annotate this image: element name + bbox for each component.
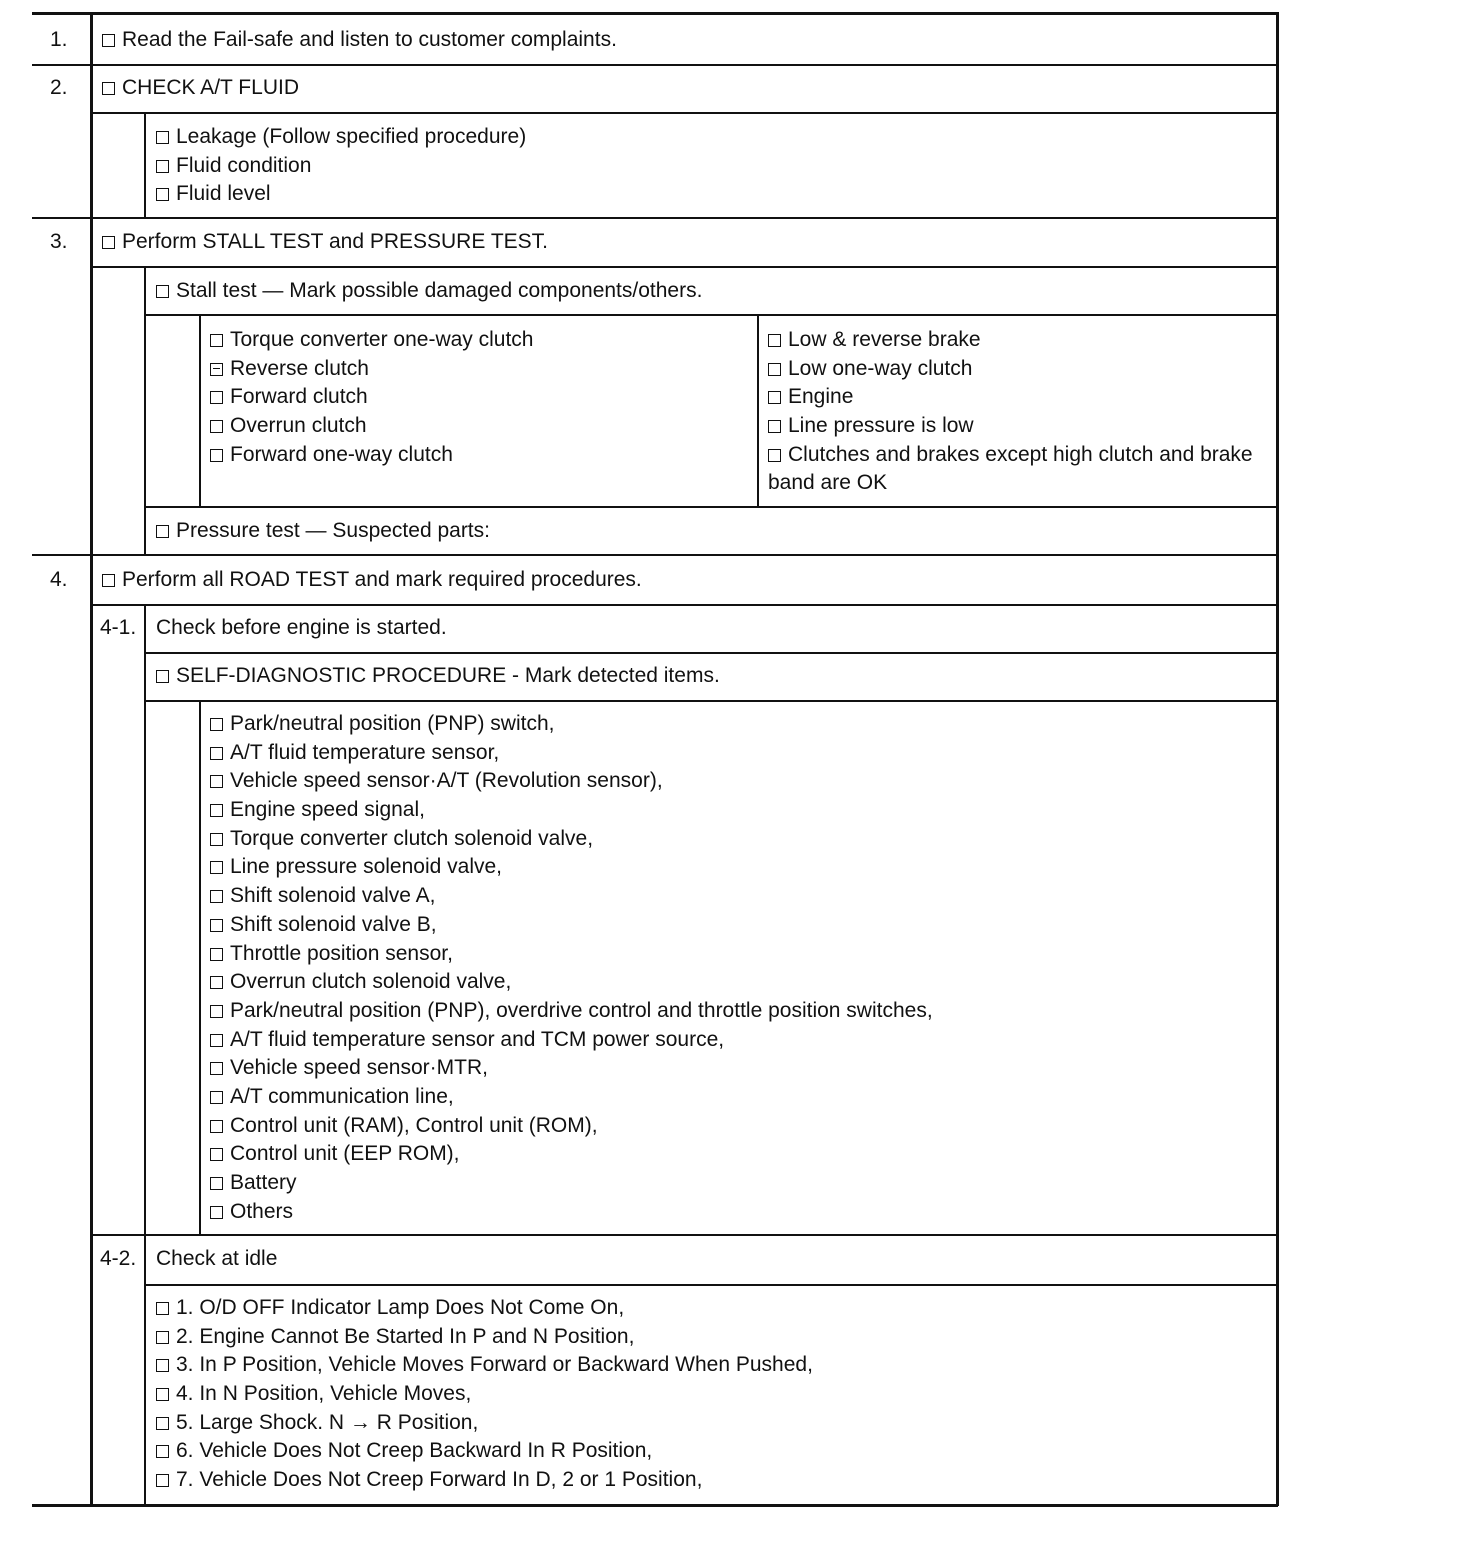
list-item[interactable]: 1. O/D OFF Indicator Lamp Does Not Come On, (156, 1294, 813, 1323)
checkbox[interactable] (156, 525, 169, 538)
list-item[interactable]: 2. Engine Cannot Be Started In P and N Position, (156, 1323, 813, 1352)
list-item[interactable]: Reverse clutch (210, 355, 534, 384)
checkbox[interactable] (102, 574, 115, 587)
rule (146, 1284, 1278, 1286)
checkbox[interactable] (210, 363, 223, 376)
stall-right-list (768, 326, 1268, 498)
checkbox[interactable] (156, 1359, 169, 1372)
rule-vertical (144, 112, 146, 217)
list-item[interactable]: Torque converter one-way clutch (210, 326, 534, 355)
list-item[interactable]: Forward one-way clutch (210, 441, 534, 470)
step-number: 1. (50, 28, 68, 51)
rule (92, 112, 1278, 114)
checkbox[interactable] (210, 1062, 223, 1075)
checkbox[interactable] (210, 1005, 223, 1018)
checkbox[interactable] (210, 1120, 223, 1133)
list-item[interactable]: Control unit (RAM), Control unit (ROM), (210, 1112, 933, 1141)
checkbox[interactable] (210, 775, 223, 788)
rule-bottom (32, 1504, 1278, 1507)
rule-vertical (1276, 12, 1279, 1506)
list-item[interactable]: Line pressure is low (768, 412, 1268, 441)
rule-vertical (144, 266, 146, 554)
checkbox[interactable] (210, 391, 223, 404)
checkbox[interactable] (210, 890, 223, 903)
rule (32, 64, 1278, 66)
checkbox[interactable] (768, 420, 781, 433)
self-diagnostic-list (210, 710, 933, 1226)
checkbox[interactable] (768, 391, 781, 404)
rule (92, 604, 1278, 606)
rule (92, 1234, 1278, 1236)
checkbox[interactable] (156, 285, 169, 298)
list-item[interactable]: 7. Vehicle Does Not Creep Forward In D, 2 or 1 Position, (156, 1466, 813, 1495)
list-item[interactable]: Park/neutral position (PNP), overdrive control and throttle position switches, (210, 997, 933, 1026)
step-number: 4. (50, 568, 68, 591)
list-item[interactable]: A/T communication line, (210, 1083, 933, 1112)
step-label: Read the Fail-safe and listen to customer complaints. (122, 28, 617, 51)
checkbox[interactable] (210, 718, 223, 731)
checkbox[interactable] (210, 833, 223, 846)
checkbox[interactable] (210, 1148, 223, 1161)
checkbox[interactable] (156, 188, 169, 201)
list-item[interactable]: Forward clutch (210, 383, 534, 412)
rule (32, 217, 1278, 219)
checkbox[interactable] (156, 1388, 169, 1401)
fluid-check-list (156, 123, 526, 209)
step-label: Perform all ROAD TEST and mark required procedures. (122, 568, 642, 591)
checkbox[interactable] (768, 449, 781, 462)
rule-vertical (757, 314, 759, 506)
idle-check-list (156, 1294, 813, 1495)
step-number: 2. (50, 76, 68, 99)
step-label: Perform STALL TEST and PRESSURE TEST. (122, 230, 548, 253)
step-label: CHECK A/T FLUID (122, 76, 299, 99)
checkbox[interactable] (156, 1302, 169, 1315)
list-item[interactable]: Clutches and brakes except high clutch and brake band are OK (768, 442, 1253, 495)
rule (146, 652, 1278, 654)
rule (146, 506, 1278, 508)
list-item[interactable]: 3. In P Position, Vehicle Moves Forward or Backward When Pushed, (156, 1351, 813, 1380)
list-item[interactable]: 5. Large Shock. N → R Position, (156, 1409, 813, 1438)
list-item[interactable]: Overrun clutch (210, 412, 534, 441)
checkbox[interactable] (210, 420, 223, 433)
checkbox[interactable] (102, 82, 115, 95)
checkbox[interactable] (210, 1034, 223, 1047)
rule (146, 314, 1278, 316)
list-item[interactable]: Low one-way clutch (768, 355, 1268, 384)
rule (92, 266, 1278, 268)
list-item[interactable]: Line pressure solenoid valve, (210, 853, 933, 882)
checkbox[interactable] (156, 160, 169, 173)
list-item[interactable]: A/T fluid temperature sensor and TCM power source, (210, 1026, 933, 1055)
list-item[interactable]: Throttle position sensor, (210, 940, 933, 969)
list-item[interactable]: Battery (210, 1169, 933, 1198)
rule (32, 554, 1278, 556)
checkbox[interactable] (210, 449, 223, 462)
rule-top (32, 12, 1278, 15)
checkbox[interactable] (156, 131, 169, 144)
list-item[interactable]: Vehicle speed sensor·A/T (Revolution sensor), (210, 767, 933, 796)
step-4-row[interactable] (102, 566, 642, 595)
list-item[interactable]: Leakage (Follow specified procedure) (156, 123, 526, 152)
rule-vertical (90, 12, 93, 1506)
list-item[interactable]: Shift solenoid valve A, (210, 882, 933, 911)
list-item[interactable]: Overrun clutch solenoid valve, (210, 968, 933, 997)
step-1-row[interactable] (102, 26, 617, 55)
checkbox[interactable] (102, 236, 115, 249)
substep-number: 4-2. (100, 1247, 137, 1270)
checkbox[interactable] (210, 919, 223, 932)
checkbox[interactable] (768, 363, 781, 376)
pressure-test-row[interactable]: Pressure test — Suspected parts: (156, 517, 490, 546)
checkbox[interactable] (210, 1091, 223, 1104)
checkbox[interactable] (210, 1177, 223, 1190)
checkbox[interactable] (156, 670, 169, 683)
checkbox[interactable] (210, 976, 223, 989)
list-item[interactable]: Control unit (EEP ROM), (210, 1140, 933, 1169)
checkbox[interactable] (156, 1417, 169, 1430)
stall-test-row[interactable]: Stall test — Mark possible damaged components/others. (156, 277, 702, 306)
substep-label: Check at idle (156, 1247, 278, 1270)
checkbox[interactable] (210, 861, 223, 874)
checkbox[interactable] (768, 334, 781, 347)
self-diagnostic-row[interactable]: SELF-DIAGNOSTIC PROCEDURE - Mark detected items. (156, 662, 720, 691)
rule-vertical (199, 700, 201, 1234)
list-item[interactable]: Engine (768, 383, 1268, 412)
checkbox[interactable] (156, 1474, 169, 1487)
checkbox[interactable] (210, 1206, 223, 1219)
step-3-row[interactable] (102, 228, 548, 257)
list-item[interactable]: Others (210, 1198, 933, 1227)
checkbox[interactable] (210, 804, 223, 817)
list-item[interactable]: Shift solenoid valve B, (210, 911, 933, 940)
list-item[interactable]: Fluid condition (156, 152, 526, 181)
substep-label: Check before engine is started. (156, 616, 447, 639)
list-item[interactable]: Low & reverse brake (768, 326, 1268, 355)
list-item[interactable]: Engine speed signal, (210, 796, 933, 825)
list-item[interactable]: Park/neutral position (PNP) switch, (210, 710, 933, 739)
substep-number: 4-1. (100, 616, 137, 639)
list-item[interactable]: 4. In N Position, Vehicle Moves, (156, 1380, 813, 1409)
list-item[interactable]: 6. Vehicle Does Not Creep Backward In R Position, (156, 1437, 813, 1466)
step-2-row[interactable] (102, 74, 299, 103)
stall-left-list (210, 326, 534, 469)
list-item[interactable]: Fluid level (156, 180, 526, 209)
checkbox[interactable] (156, 1445, 169, 1458)
checkbox[interactable] (210, 948, 223, 961)
checkbox[interactable] (156, 1331, 169, 1344)
rule (146, 700, 1278, 702)
list-item[interactable]: A/T fluid temperature sensor, (210, 739, 933, 768)
checkbox[interactable] (210, 334, 223, 347)
checkbox[interactable] (210, 747, 223, 760)
rule-vertical (144, 604, 146, 1504)
list-item[interactable]: Vehicle speed sensor·MTR, (210, 1054, 933, 1083)
step-number: 3. (50, 230, 68, 253)
rule-vertical (199, 314, 201, 506)
checkbox[interactable] (102, 34, 115, 47)
list-item[interactable]: Torque converter clutch solenoid valve, (210, 825, 933, 854)
